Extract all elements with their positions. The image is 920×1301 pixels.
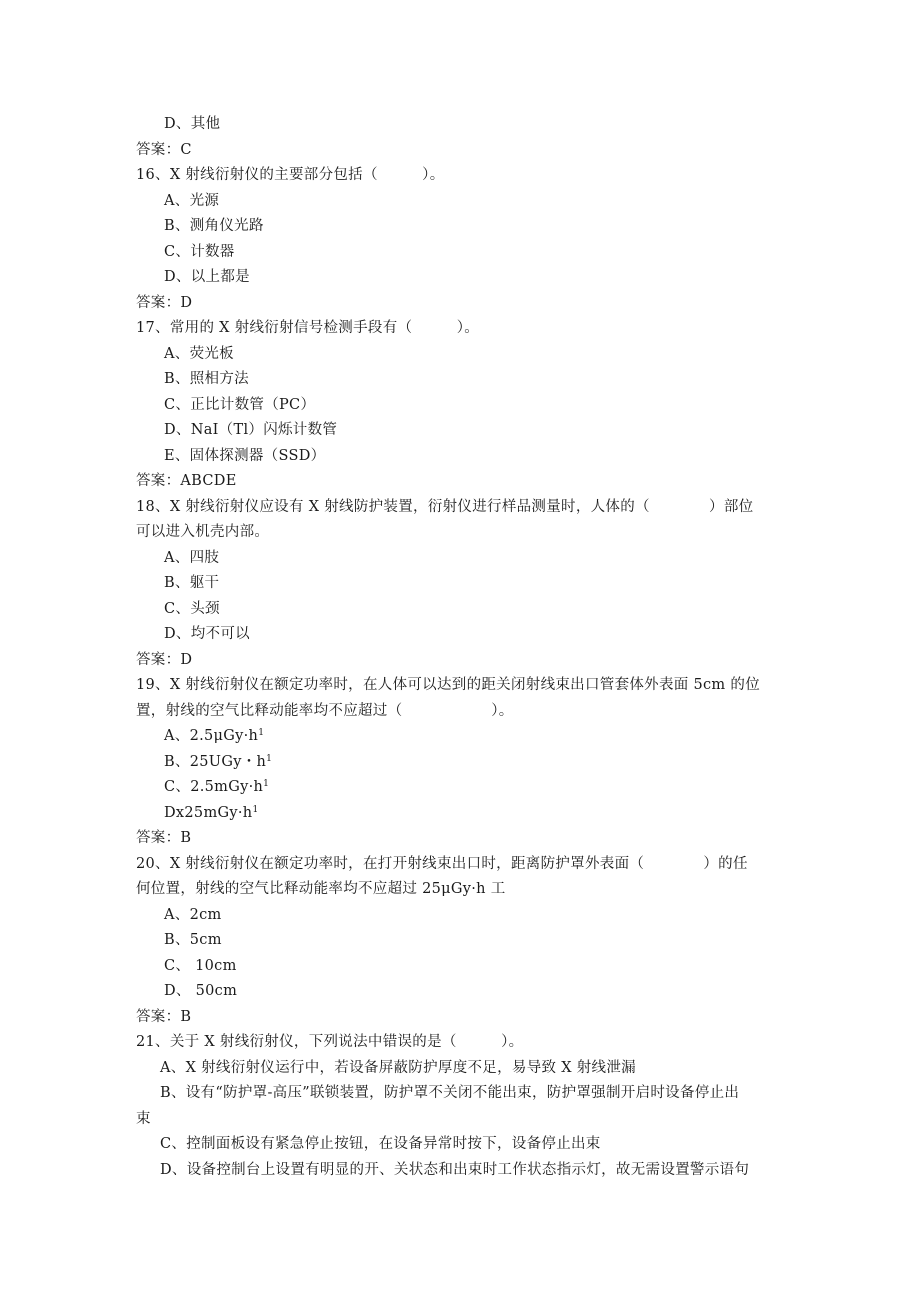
q16-option-d: D、以上都是 — [164, 269, 250, 285]
prev-answer: 答案：C — [136, 142, 192, 158]
q16-answer: 答案：D — [136, 295, 193, 311]
q19-option-a — [164, 727, 264, 745]
q19-answer: 答案：B — [136, 830, 192, 846]
q20-option-b: B、5cm — [164, 932, 222, 948]
q18-option-d: D、均不可以 — [164, 626, 250, 642]
question-20-line-1: 20、X 射线衍射仪在额定功率时，在打开射线束出口时，距离防护罩外表面（ ）的任 — [136, 856, 748, 872]
q18-answer: 答案：D — [136, 652, 193, 668]
q17-option-d: D、NaI（Tl）闪烁计数管 — [164, 422, 338, 438]
q17-option-c: C、正比计数管（PC） — [164, 397, 316, 413]
prev-option-d: D、其他 — [164, 116, 221, 132]
question-18-line-1: 18、X 射线衍射仪应设有 X 射线防护装置，衍射仪进行样品测量时，人体的（ ）部位 — [136, 499, 754, 515]
q19-option-b-text: B、25UGy・h — [164, 754, 267, 770]
q17-answer: 答案：ABCDE — [136, 473, 237, 489]
q16-option-a: A、光源 — [164, 193, 220, 209]
question-20-line-2: 何位置，射线的空气比释动能率均不应超过 25μGy·h 工 — [136, 881, 506, 897]
q19-option-d-sup: 1 — [252, 805, 259, 815]
question-19-line-1: 19、X 射线衍射仪在额定功率时，在人体可以达到的距关闭射线束出口管套体外表面 5cm 的位 — [136, 677, 760, 693]
q19-option-c-text: C、2.5mGy·h — [164, 779, 264, 795]
q16-option-b: B、测角仪光路 — [164, 218, 264, 234]
q19-option-a-sup: 1 — [258, 728, 265, 738]
q20-option-a: A、2cm — [164, 907, 222, 923]
q17-option-e: E、固体探测器（SSD） — [164, 448, 326, 464]
q19-option-b — [164, 753, 272, 771]
q21-option-d: D、设备控制台上设置有明显的开、关状态和出束时工作状态指示灯，故无需设置警示语句 — [160, 1162, 750, 1178]
q21-option-c: C、控制面板设有紧急停止按钮，在设备异常时按下，设备停止出束 — [160, 1136, 601, 1152]
question-17: 17、常用的 X 射线衍射信号检测手段有（ ）。 — [136, 320, 480, 336]
question-21: 21、关于 X 射线衍射仪，下列说法中错误的是（ ）。 — [136, 1034, 524, 1050]
q19-option-c-sup: 1 — [263, 779, 270, 789]
q19-option-b-sup: 1 — [266, 754, 273, 764]
q21-option-b-line-2: 束 — [136, 1111, 151, 1127]
q19-option-d — [164, 804, 258, 822]
question-19-line-2: 置，射线的空气比释动能率均不应超过（ ）。 — [136, 703, 514, 719]
q18-option-c: C、头颈 — [164, 601, 220, 617]
q16-option-c: C、计数器 — [164, 244, 235, 260]
q17-option-a: A、荧光板 — [164, 346, 234, 362]
question-18-line-2: 可以进入机壳内部。 — [136, 524, 270, 540]
q18-option-b: B、躯干 — [164, 575, 220, 591]
q21-option-b-line-1: B、设有“防护罩-高压”联锁装置，防护罩不关闭不能出束，防护罩强制开启时设备停止出 — [160, 1085, 740, 1101]
q19-option-c — [164, 778, 269, 796]
q20-option-d: D、 50cm — [164, 983, 238, 999]
q19-option-d-text: Dx25mGy·h — [164, 805, 253, 821]
q20-answer: 答案：B — [136, 1009, 192, 1025]
q21-option-a: A、X 射线衍射仪运行中，若设备屏蔽防护厚度不足，易导致 X 射线泄漏 — [160, 1060, 636, 1076]
q17-option-b: B、照相方法 — [164, 371, 249, 387]
q19-option-a-text: A、2.5μGy·h — [164, 728, 259, 744]
q18-option-a: A、四肢 — [164, 550, 220, 566]
q20-option-c: C、 10cm — [164, 958, 237, 974]
question-16: 16、X 射线衍射仪的主要部分包括（ ）。 — [136, 167, 445, 183]
